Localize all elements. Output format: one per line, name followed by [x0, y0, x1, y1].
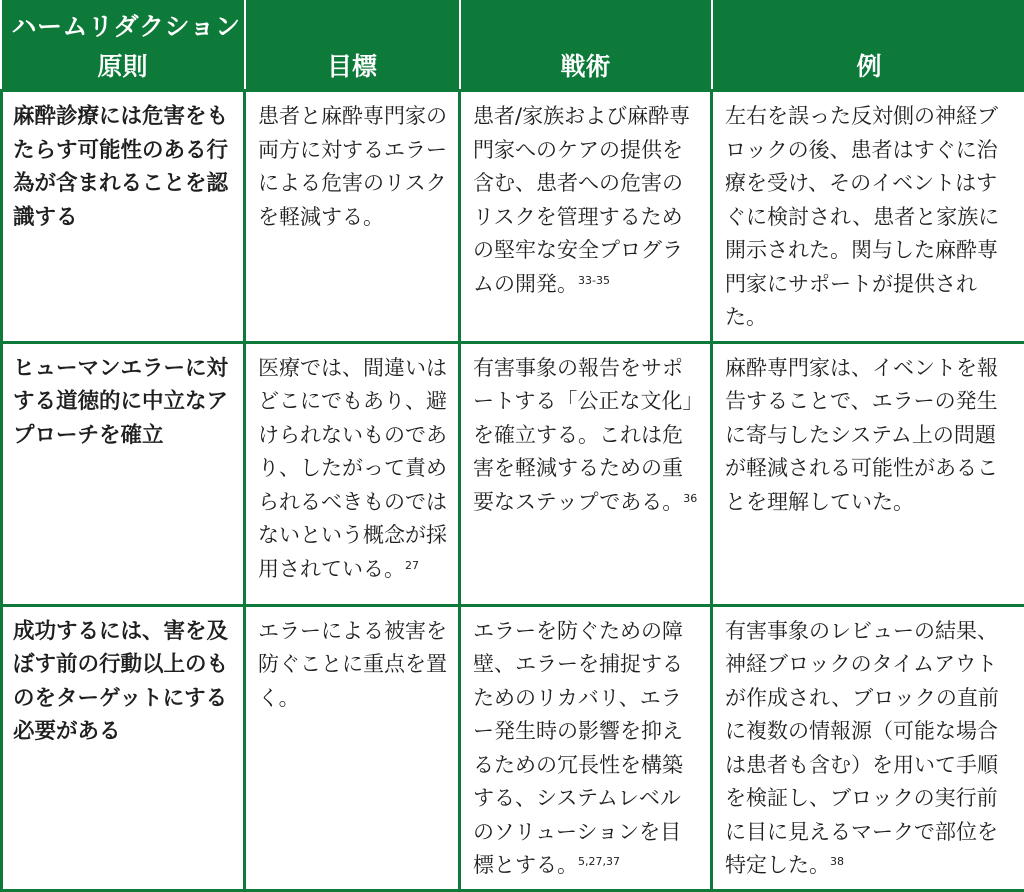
- goal-text: 患者と麻酔専門家の両方に対するエラーによる危害のリスクを軽減する。: [258, 104, 447, 229]
- cell-principle: [2, 605, 245, 890]
- cell-principle: [2, 342, 245, 605]
- example-text: 麻酔専門家は、イベントを報告することで、エラーの発生に寄与したシステム上の問題が軽減される可能性があることを理解していた。: [725, 356, 998, 514]
- table-row: [2, 91, 1024, 343]
- header-row: [2, 0, 1024, 91]
- tactic-text: 患者/家族および麻酔専門家へのケアの提供を含む、患者への危害のリスクを管理するための堅牢な安全プログラムの開発。: [473, 104, 690, 296]
- goal-text: エラーによる被害を防ぐことに重点を置く。: [258, 619, 447, 710]
- tactic-reference: 36: [683, 492, 697, 505]
- example-text: 左右を誤った反対側の神経ブロックの後、患者はすぐに治療を受け、そのイベントはすぐに検討され、患者と家族に開示された。関与した麻酔専門家にサポートが提供された。: [725, 104, 999, 329]
- principle-text: 麻酔診療には危害をもたらす可能性のある行為が含まれることを認識する: [13, 104, 228, 230]
- cell-goal: [245, 605, 460, 890]
- cell-tactic: [460, 605, 712, 890]
- example-reference: 38: [830, 855, 844, 868]
- example-text: 有害事象のレビューの結果、神経ブロックのタイムアウトが作成され、ブロックの直前に複数の情報源（可能な場合は患者も含む）を用いて手順を検証し、ブロックの実行前に目に見えるマークで部位を特定した。: [725, 619, 999, 878]
- col-header-principle: 原則: [2, 43, 244, 89]
- principle-text: 成功するには、害を及ぼす前の行動以上のものをターゲットにする必要がある: [13, 619, 228, 745]
- goal-text: 医療では、間違いはどこにでもあり、避けられないものであり、したがって責められるべきものではないという概念が採用されている。: [258, 356, 447, 581]
- tactic-text: 有害事象の報告をサポートする「公正な文化」を確立する。これは危害を軽減するための重要なステップである。: [473, 356, 693, 514]
- cell-example: [712, 605, 1024, 890]
- header-tactic: [460, 0, 712, 91]
- cell-tactic: [460, 91, 712, 343]
- header-example: [712, 0, 1024, 91]
- goal-reference: 27: [405, 559, 419, 572]
- table-title: ハームリダクション: [2, 0, 244, 43]
- table-row: [2, 605, 1024, 890]
- cell-example: [712, 91, 1024, 343]
- tactic-reference: 5,27,37: [578, 855, 620, 868]
- cell-tactic: [460, 342, 712, 605]
- cell-goal: [245, 91, 460, 343]
- cell-example: [712, 342, 1024, 605]
- header-goal: [245, 0, 460, 91]
- principle-text: ヒューマンエラーに対する道徳的に中立なアプローチを確立: [13, 356, 228, 448]
- cell-goal: [245, 342, 460, 605]
- table-row: [2, 342, 1024, 605]
- col-header-example: 例: [713, 47, 1024, 89]
- tactic-reference: 33-35: [578, 274, 610, 287]
- cell-principle: [2, 91, 245, 343]
- header-principle: [2, 0, 245, 91]
- col-header-tactic: 戦術: [461, 47, 711, 89]
- tactic-text: エラーを防ぐための障壁、エラーを捕捉するためのリカバリ、エラー発生時の影響を抑えるための冗長性を構築する、システムレベルのソリューションを目標とする。: [473, 619, 683, 878]
- col-header-goal: 目標: [246, 47, 459, 89]
